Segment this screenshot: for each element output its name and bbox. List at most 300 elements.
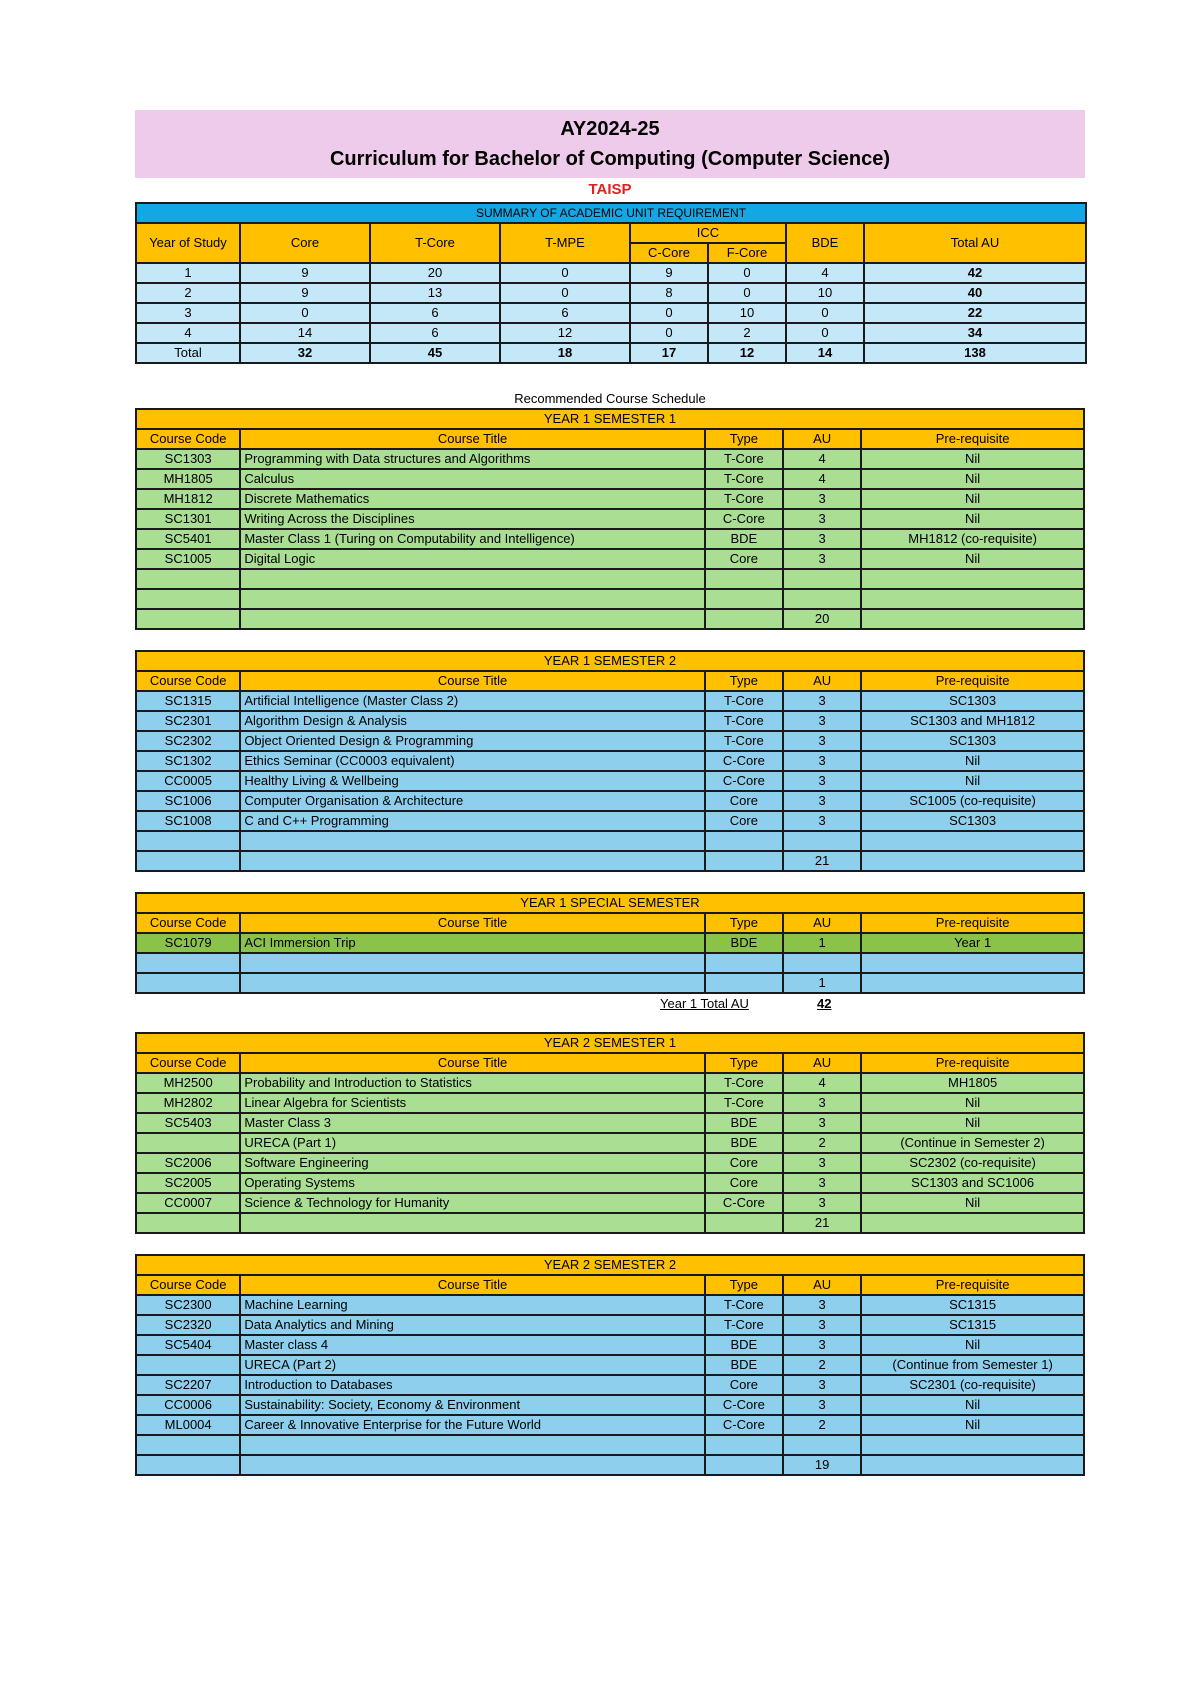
column-header-type: Type	[705, 429, 783, 449]
course-type: Core	[705, 791, 783, 811]
course-prereq: SC1303 and MH1812	[861, 711, 1084, 731]
course-row	[136, 1395, 1084, 1415]
summary-cell: 8	[630, 283, 708, 303]
empty-cell	[136, 953, 240, 973]
course-au: 3	[783, 1295, 861, 1315]
course-au: 3	[783, 1395, 861, 1415]
course-code: SC2006	[136, 1153, 240, 1173]
empty-cell	[705, 609, 783, 629]
empty-cell	[705, 1455, 783, 1475]
course-title: Ethics Seminar (CC0003 equivalent)	[240, 751, 704, 771]
empty-cell	[861, 1455, 1084, 1475]
empty-cell	[136, 609, 240, 629]
empty-cell	[705, 973, 783, 993]
summary-cell: 0	[630, 303, 708, 323]
summary-cell: 34	[864, 323, 1086, 343]
course-code: SC5403	[136, 1113, 240, 1133]
course-au: 3	[783, 1173, 861, 1193]
empty-cell	[136, 851, 240, 871]
course-type: T-Core	[705, 1295, 783, 1315]
empty-cell	[705, 851, 783, 871]
summary-cell: 1	[136, 263, 240, 283]
semester-total-au: 21	[783, 1213, 861, 1233]
course-type: T-Core	[705, 711, 783, 731]
course-row	[136, 771, 1084, 791]
course-au: 2	[783, 1355, 861, 1375]
column-header-code: Course Code	[136, 671, 240, 691]
column-header-prereq: Pre-requisite	[861, 1275, 1084, 1295]
course-code: ML0004	[136, 1415, 240, 1435]
course-prereq: SC1315	[861, 1295, 1084, 1315]
empty-cell	[861, 569, 1084, 589]
course-row	[136, 1113, 1084, 1133]
programme-label: TAISP	[588, 181, 632, 198]
course-prereq: Nil	[861, 509, 1084, 529]
course-code: MH1805	[136, 469, 240, 489]
course-code: SC2005	[136, 1173, 240, 1193]
course-row	[136, 529, 1084, 549]
summary-row	[136, 303, 1086, 323]
course-title: Machine Learning	[240, 1295, 704, 1315]
empty-cell	[136, 1435, 240, 1455]
course-title: URECA (Part 2)	[240, 1355, 704, 1375]
page-title: Curriculum for Bachelor of Computing (Computer Science)	[329, 148, 891, 170]
column-header-prereq: Pre-requisite	[861, 671, 1084, 691]
course-row	[136, 1335, 1084, 1355]
empty-cell	[240, 609, 704, 629]
course-code: SC1315	[136, 691, 240, 711]
course-prereq: Nil	[861, 489, 1084, 509]
column-header-type: Type	[705, 1275, 783, 1295]
course-au: 3	[783, 1375, 861, 1395]
empty-cell	[136, 831, 240, 851]
course-au: 3	[783, 771, 861, 791]
semester-heading: YEAR 1 SEMESTER 2	[136, 651, 1084, 671]
course-title: Computer Organisation & Architecture	[240, 791, 704, 811]
semester-total-row	[136, 1213, 1084, 1233]
summary-cell: 4	[786, 263, 864, 283]
empty-cell	[705, 953, 783, 973]
empty-row	[136, 953, 1084, 973]
course-type: T-Core	[705, 1093, 783, 1113]
empty-cell	[783, 1435, 861, 1455]
course-type: BDE	[705, 1113, 783, 1133]
course-prereq: Year 1	[861, 933, 1084, 953]
year1-total-label: Year 1 Total AU	[660, 996, 749, 1011]
course-row	[136, 1073, 1084, 1093]
empty-cell	[861, 1435, 1084, 1455]
summary-cell: 6	[500, 303, 630, 323]
course-type: BDE	[705, 1133, 783, 1153]
course-row	[136, 731, 1084, 751]
course-prereq: SC2301 (co-requisite)	[861, 1375, 1084, 1395]
course-au: 4	[783, 1073, 861, 1093]
summary-cell: 9	[240, 283, 370, 303]
course-au: 4	[783, 469, 861, 489]
course-type: T-Core	[705, 731, 783, 751]
course-code: SC5401	[136, 529, 240, 549]
summary-row	[136, 323, 1086, 343]
empty-cell	[861, 973, 1084, 993]
summary-cell: 138	[864, 343, 1086, 363]
course-prereq: MH1812 (co-requisite)	[861, 529, 1084, 549]
course-au: 3	[783, 1193, 861, 1213]
semester-total-au: 19	[783, 1455, 861, 1475]
column-header-au: AU	[783, 1275, 861, 1295]
course-type: T-Core	[705, 691, 783, 711]
summary-row	[136, 283, 1086, 303]
summary-cell: 12	[500, 323, 630, 343]
summary-heading: SUMMARY OF ACADEMIC UNIT REQUIREMENT	[136, 203, 1086, 223]
course-code: SC2300	[136, 1295, 240, 1315]
semester-heading: YEAR 2 SEMESTER 2	[136, 1255, 1084, 1275]
empty-cell	[240, 1213, 704, 1233]
course-au: 2	[783, 1133, 861, 1153]
empty-cell	[240, 831, 704, 851]
course-title: Master Class 1 (Turing on Computability and Intelligence)	[240, 529, 704, 549]
course-type: C-Core	[705, 1395, 783, 1415]
course-title: Master class 4	[240, 1335, 704, 1355]
course-prereq: SC1303	[861, 691, 1084, 711]
course-type: BDE	[705, 933, 783, 953]
course-title: Introduction to Databases	[240, 1375, 704, 1395]
summary-row	[136, 263, 1086, 283]
summary-cell: 18	[500, 343, 630, 363]
course-code: SC1079	[136, 933, 240, 953]
course-prereq: Nil	[861, 1093, 1084, 1113]
summary-cell: Total	[136, 343, 240, 363]
course-title: Linear Algebra for Scientists	[240, 1093, 704, 1113]
column-header-au: AU	[783, 429, 861, 449]
course-prereq: Nil	[861, 449, 1084, 469]
course-title: Programming with Data structures and Algorithms	[240, 449, 704, 469]
summary-cell: 45	[370, 343, 500, 363]
course-row	[136, 509, 1084, 529]
semester-heading: YEAR 1 SEMESTER 1	[136, 409, 1084, 429]
course-row	[136, 469, 1084, 489]
empty-cell	[783, 569, 861, 589]
course-type: C-Core	[705, 1415, 783, 1435]
course-title: Software Engineering	[240, 1153, 704, 1173]
course-prereq: Nil	[861, 549, 1084, 569]
year1-total	[135, 994, 1085, 1014]
summary-cell: 0	[708, 263, 786, 283]
course-code: SC2320	[136, 1315, 240, 1335]
summary-cell: 10	[786, 283, 864, 303]
column-header-title: Course Title	[240, 1275, 704, 1295]
course-code	[136, 1355, 240, 1375]
empty-row	[136, 589, 1084, 609]
course-title: Algorithm Design & Analysis	[240, 711, 704, 731]
empty-cell	[136, 1213, 240, 1233]
course-type: Core	[705, 549, 783, 569]
col-f-core: F-Core	[708, 243, 786, 263]
summary-cell: 4	[136, 323, 240, 343]
course-row	[136, 933, 1084, 953]
course-au: 3	[783, 529, 861, 549]
course-title: Artificial Intelligence (Master Class 2)	[240, 691, 704, 711]
course-code: CC0006	[136, 1395, 240, 1415]
semester-total-au: 20	[783, 609, 861, 629]
course-prereq: Nil	[861, 469, 1084, 489]
course-title: C and C++ Programming	[240, 811, 704, 831]
column-header-au: AU	[783, 1053, 861, 1073]
course-au: 3	[783, 489, 861, 509]
col-t-core: T-Core	[370, 223, 500, 263]
course-row	[136, 1315, 1084, 1335]
course-row	[136, 751, 1084, 771]
course-type: BDE	[705, 1335, 783, 1355]
summary-rows	[136, 263, 1086, 363]
course-type: Core	[705, 811, 783, 831]
course-prereq: Nil	[861, 1193, 1084, 1213]
course-row	[136, 811, 1084, 831]
summary-cell: 9	[240, 263, 370, 283]
empty-row	[136, 831, 1084, 851]
col-t-mpe: T-MPE	[500, 223, 630, 263]
course-type: T-Core	[705, 489, 783, 509]
summary-cell: 40	[864, 283, 1086, 303]
summary-cell: 0	[708, 283, 786, 303]
column-header-type: Type	[705, 1053, 783, 1073]
empty-cell	[705, 1435, 783, 1455]
course-title: Healthy Living & Wellbeing	[240, 771, 704, 791]
course-row	[136, 1375, 1084, 1395]
academic-year: AY2024-25	[560, 118, 660, 140]
semester-total-row	[136, 1455, 1084, 1475]
course-row	[136, 711, 1084, 731]
course-au: 3	[783, 791, 861, 811]
course-prereq: SC1303	[861, 811, 1084, 831]
course-au: 3	[783, 1093, 861, 1113]
course-code: SC5404	[136, 1335, 240, 1355]
course-type: T-Core	[705, 449, 783, 469]
empty-cell	[240, 569, 704, 589]
course-au: 3	[783, 691, 861, 711]
course-au: 3	[783, 811, 861, 831]
column-header-prereq: Pre-requisite	[861, 429, 1084, 449]
course-row	[136, 1153, 1084, 1173]
summary-cell: 9	[630, 263, 708, 283]
course-row	[136, 449, 1084, 469]
course-prereq: SC1303 and SC1006	[861, 1173, 1084, 1193]
course-au: 4	[783, 449, 861, 469]
curriculum-document	[135, 110, 1085, 1476]
course-row	[136, 1295, 1084, 1315]
course-code: SC1008	[136, 811, 240, 831]
column-header-code: Course Code	[136, 913, 240, 933]
course-prereq: Nil	[861, 751, 1084, 771]
col-icc: ICC	[630, 223, 786, 243]
course-code: SC1303	[136, 449, 240, 469]
empty-cell	[705, 1213, 783, 1233]
summary-cell: 0	[240, 303, 370, 323]
course-au: 3	[783, 549, 861, 569]
course-row	[136, 549, 1084, 569]
empty-cell	[240, 1435, 704, 1455]
title-banner	[135, 110, 1085, 178]
course-title: Writing Across the Disciplines	[240, 509, 704, 529]
column-header-code: Course Code	[136, 1275, 240, 1295]
empty-cell	[240, 589, 704, 609]
course-row	[136, 1193, 1084, 1213]
summary-cell: 0	[786, 323, 864, 343]
course-prereq: SC1303	[861, 731, 1084, 751]
course-au: 3	[783, 711, 861, 731]
empty-cell	[705, 569, 783, 589]
y2s2-table	[135, 1254, 1085, 1476]
empty-cell	[861, 851, 1084, 871]
course-prereq: Nil	[861, 1335, 1084, 1355]
summary-table	[135, 202, 1087, 364]
course-row	[136, 1355, 1084, 1375]
course-prereq: (Continue from Semester 1)	[861, 1355, 1084, 1375]
empty-cell	[861, 953, 1084, 973]
course-code: MH1812	[136, 489, 240, 509]
summary-cell: 2	[136, 283, 240, 303]
semester-total-au: 21	[783, 851, 861, 871]
course-row	[136, 791, 1084, 811]
course-title: Object Oriented Design & Programming	[240, 731, 704, 751]
course-type: T-Core	[705, 469, 783, 489]
course-prereq: SC1005 (co-requisite)	[861, 791, 1084, 811]
summary-cell: 0	[500, 263, 630, 283]
summary-cell: 3	[136, 303, 240, 323]
y1s2-table	[135, 650, 1085, 872]
course-row	[136, 489, 1084, 509]
summary-cell: 17	[630, 343, 708, 363]
y1ss-table	[135, 892, 1085, 994]
course-code: CC0007	[136, 1193, 240, 1213]
course-title: Career & Innovative Enterprise for the Future World	[240, 1415, 704, 1435]
column-header-prereq: Pre-requisite	[861, 913, 1084, 933]
empty-cell	[136, 1455, 240, 1475]
semester-total-row	[136, 609, 1084, 629]
course-title: Probability and Introduction to Statistics	[240, 1073, 704, 1093]
course-code: CC0005	[136, 771, 240, 791]
summary-cell: 10	[708, 303, 786, 323]
y2s1-table	[135, 1032, 1085, 1234]
course-title: URECA (Part 1)	[240, 1133, 704, 1153]
empty-cell	[783, 589, 861, 609]
column-header-title: Course Title	[240, 671, 704, 691]
course-prereq: (Continue in Semester 2)	[861, 1133, 1084, 1153]
summary-cell: 14	[786, 343, 864, 363]
course-row	[136, 1133, 1084, 1153]
col-bde: BDE	[786, 223, 864, 263]
empty-cell	[705, 831, 783, 851]
summary-cell: 22	[864, 303, 1086, 323]
summary-cell: 6	[370, 303, 500, 323]
course-type: C-Core	[705, 1193, 783, 1213]
year1-total-value: 42	[817, 996, 832, 1011]
course-title: Calculus	[240, 469, 704, 489]
empty-cell	[136, 973, 240, 993]
course-au: 3	[783, 731, 861, 751]
empty-cell	[240, 851, 704, 871]
column-header-prereq: Pre-requisite	[861, 1053, 1084, 1073]
summary-cell: 0	[500, 283, 630, 303]
course-type: Core	[705, 1375, 783, 1395]
empty-cell	[783, 953, 861, 973]
recommended-schedule-label: Recommended Course Schedule	[514, 391, 706, 406]
empty-cell	[705, 589, 783, 609]
summary-row	[136, 343, 1086, 363]
column-header-code: Course Code	[136, 429, 240, 449]
column-header-au: AU	[783, 671, 861, 691]
course-au: 2	[783, 1415, 861, 1435]
course-type: Core	[705, 1173, 783, 1193]
course-row	[136, 1093, 1084, 1113]
course-au: 3	[783, 1335, 861, 1355]
course-code: SC1005	[136, 549, 240, 569]
summary-cell: 13	[370, 283, 500, 303]
summary-cell: 0	[630, 323, 708, 343]
y1s1-table	[135, 408, 1085, 630]
course-title: Data Analytics and Mining	[240, 1315, 704, 1335]
course-code: SC2302	[136, 731, 240, 751]
course-type: C-Core	[705, 771, 783, 791]
course-prereq: MH1805	[861, 1073, 1084, 1093]
course-code: SC1302	[136, 751, 240, 771]
course-title: Operating Systems	[240, 1173, 704, 1193]
course-type: T-Core	[705, 1073, 783, 1093]
summary-cell: 0	[786, 303, 864, 323]
course-code: SC2301	[136, 711, 240, 731]
semester-heading: YEAR 2 SEMESTER 1	[136, 1033, 1084, 1053]
course-au: 3	[783, 1315, 861, 1335]
course-au: 3	[783, 1113, 861, 1133]
course-prereq: Nil	[861, 1395, 1084, 1415]
course-au: 1	[783, 933, 861, 953]
course-type: BDE	[705, 529, 783, 549]
summary-cell: 42	[864, 263, 1086, 283]
course-code: SC1006	[136, 791, 240, 811]
course-title: Digital Logic	[240, 549, 704, 569]
course-au: 3	[783, 1153, 861, 1173]
semester-total-au: 1	[783, 973, 861, 993]
course-au: 3	[783, 509, 861, 529]
column-header-title: Course Title	[240, 1053, 704, 1073]
column-header-code: Course Code	[136, 1053, 240, 1073]
course-code: SC2207	[136, 1375, 240, 1395]
summary-cell: 14	[240, 323, 370, 343]
course-title: Sustainability: Society, Economy & Environment	[240, 1395, 704, 1415]
empty-cell	[136, 569, 240, 589]
empty-row	[136, 1435, 1084, 1455]
empty-cell	[783, 831, 861, 851]
empty-cell	[240, 973, 704, 993]
course-au: 3	[783, 751, 861, 771]
course-row	[136, 1173, 1084, 1193]
course-row	[136, 691, 1084, 711]
course-code: MH2802	[136, 1093, 240, 1113]
empty-cell	[136, 589, 240, 609]
course-row	[136, 1415, 1084, 1435]
course-title: Science & Technology for Humanity	[240, 1193, 704, 1213]
column-header-type: Type	[705, 913, 783, 933]
course-title: Master Class 3	[240, 1113, 704, 1133]
course-prereq: Nil	[861, 1113, 1084, 1133]
summary-cell: 20	[370, 263, 500, 283]
course-prereq: Nil	[861, 771, 1084, 791]
summary-cell: 2	[708, 323, 786, 343]
summary-cell: 6	[370, 323, 500, 343]
course-type: BDE	[705, 1355, 783, 1375]
course-type: T-Core	[705, 1315, 783, 1335]
course-title: Discrete Mathematics	[240, 489, 704, 509]
semester-total-row	[136, 973, 1084, 993]
